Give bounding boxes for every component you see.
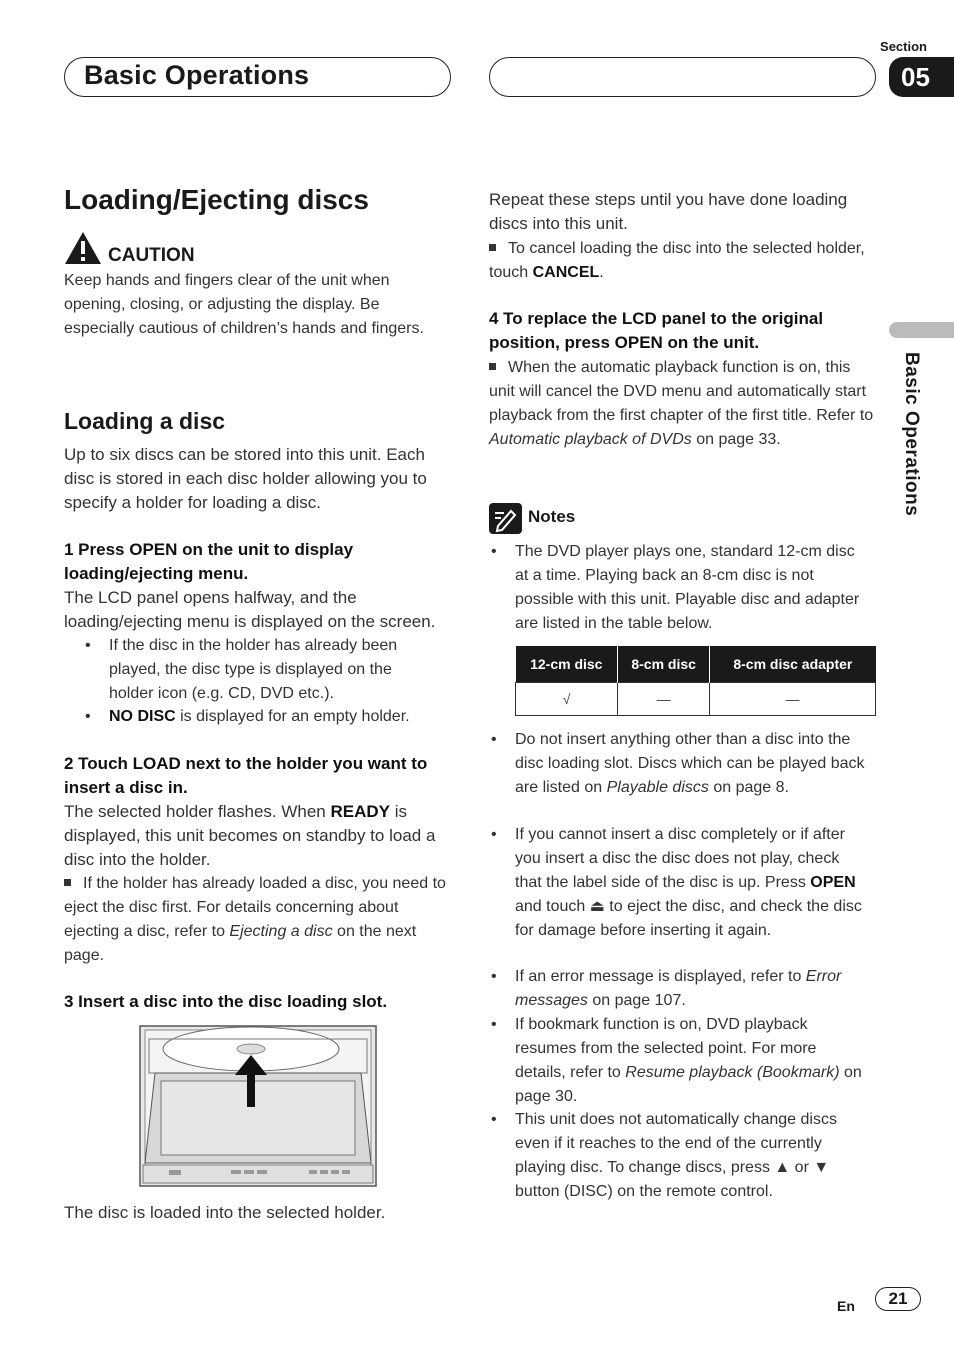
header-blank-frame [489, 57, 876, 97]
header-title: Basic Operations [84, 60, 310, 90]
note-item-6: • This unit does not automatically change discs even if it reaches to the end of the currently playing disc. To change discs, press ▲ or ▼ button (DISC) on the remote control. [491, 1111, 837, 1200]
side-tab-label: Basic Operations [901, 352, 922, 517]
cancel-note: To cancel loading the disc into the selected holder, touch CANCEL. [489, 240, 865, 281]
table-cell: √ [516, 683, 618, 716]
intro-text: Up to six discs can be stored into this unit. Each disc is stored in each disc holder allowing you to specify a holder for loading a disc. [64, 445, 427, 512]
language-code: En [837, 1298, 855, 1314]
repeat-text: Repeat these steps until you have done loading discs into this unit. [489, 190, 848, 233]
step1-bullet-1: • If the disc in the holder has already been played, the disc type is displayed on the holder icon (e.g. CD, DVD etc.). [85, 637, 398, 702]
table-cell: — [618, 683, 710, 716]
table-row [516, 683, 876, 716]
illustration-caption: The disc is loaded into the selected holder. [64, 1203, 386, 1222]
table-header-cell: 8-cm disc adapter [710, 646, 876, 683]
table-header-cell: 8-cm disc [618, 646, 710, 683]
step3-title: 3 Insert a disc into the disc loading slot. [64, 992, 388, 1011]
step1-text: The LCD panel opens halfway, and the loading/ejecting menu is displayed on the screen. [64, 588, 436, 631]
step2-note: If the holder has already loaded a disc, you need to eject the disc first. For details concerning about ejecting a disc, refer to Ejecting a disc on the next page. [64, 875, 446, 964]
side-tab-bar [889, 322, 954, 338]
note-item-2: • Do not insert anything other than a disc into the disc loading slot. Discs which can be played back are listed on Playable discs on page 8. [491, 731, 865, 796]
section-label: Section [880, 39, 927, 54]
page-number: 21 [875, 1287, 921, 1311]
note-item-1: • The DVD player plays one, standard 12-cm disc at a time. Playing back an 8-cm disc is not possible with this unit. Playable disc and adapter are listed in the table below. [491, 543, 860, 632]
caution-text: Keep hands and fingers clear of the unit when opening, closing, or adjusting the display. Be especially cautious of children’s hands and fingers. [64, 272, 424, 337]
disc-loading-illustration [139, 1025, 377, 1187]
table-cell: — [710, 683, 876, 716]
disc-compatibility-table [515, 646, 876, 716]
step2-title: 2 Touch LOAD next to the holder you want to insert a disc in. [64, 754, 428, 797]
step1-bullet-2: • NO DISC is displayed for an empty holder. [85, 708, 410, 725]
note-item-5: • If bookmark function is on, DVD playback resumes from the selected point. For more details, refer to Resume playback (Bookmark) on page 30. [491, 1016, 862, 1105]
notes-icon [489, 503, 522, 534]
step1-title: 1 Press OPEN on the unit to display loading/ejecting menu. [64, 540, 354, 583]
table-header-row [516, 646, 876, 683]
section-number: 05 [889, 57, 954, 97]
table-header-cell: 12-cm disc [516, 646, 618, 683]
note-item-3: • If you cannot insert a disc completely or if after you insert a disc the disc does not play, check that the label side of the disc is up. Press OPEN and touch ⏏ to eject the disc, and check the disc for damage before inserting it again. [491, 826, 862, 939]
step2-text: The selected holder flashes. When READY is displayed, this unit becomes on standby to load a disc into the holder. [64, 802, 436, 869]
note-item-4: • If an error message is displayed, refer to Error messages on page 107. [491, 968, 842, 1009]
caution-title: CAUTION [108, 245, 195, 266]
step4-title: 4 To replace the LCD panel to the original position, press OPEN on the unit. [489, 309, 824, 352]
warning-icon [64, 230, 102, 266]
notes-title: Notes [528, 507, 576, 526]
subheading: Loading a disc [64, 408, 226, 434]
step4-note: When the automatic playback function is on, this unit will cancel the DVD menu and automatically start playback from the first chapter of the first title. Refer to Automatic playback of DVDs on page 33. [489, 359, 874, 448]
page-title: Loading/Ejecting discs [64, 184, 369, 215]
